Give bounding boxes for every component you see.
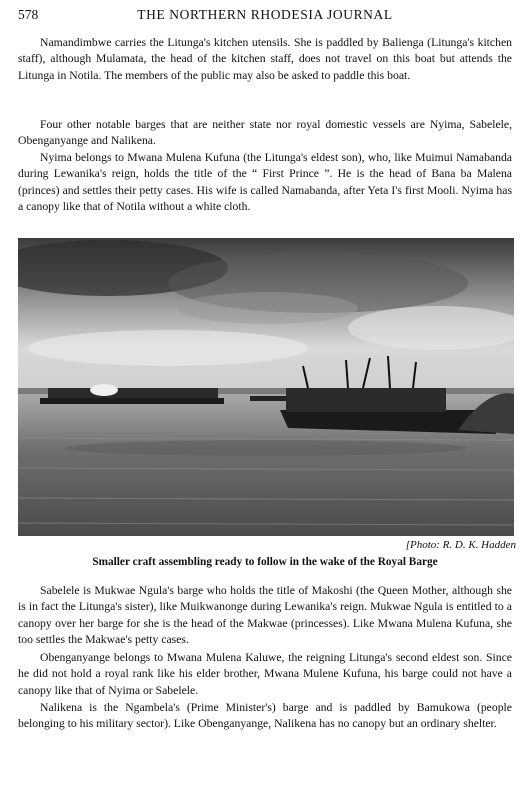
- journal-title: THE NORTHERN RHODESIA JOURNAL: [137, 7, 393, 22]
- boat-reflection: [66, 440, 466, 456]
- paragraph-nyima: Nyima belongs to Mwana Mulena Kufuna (the Litunga's eldest son), who, like Muimui Namabanda during Lewanika's reign, holds the title of the “ First Prince ”. He is the head of Bana ba Malena (princes) and settles their petty cases. His wife is called Namabanda, after Yeta I's first Mooli. Nyima has a canopy like that of Notila without a white cloth.: [18, 151, 512, 213]
- boats-photo-image: [18, 238, 514, 536]
- page-number: 578: [18, 7, 39, 22]
- page-header: [18, 7, 512, 25]
- paragraph-sabelele: Sabelele is Mukwae Ngula's barge who holds the title of Makoshi (the Queen Mother, although she is in fact the Litunga's sister), like Muikwanonge during Lewanika's reign. Mukwae Ngula is entitled to a canopy over her barge for she is the head of the Makwae (princesses). Like Mwana Mulena Kufuna, she too settles the Makwae's petty cases.: [18, 584, 512, 646]
- paragraph-nalikena: Nalikena is the Ngambela's (Prime Minister's) barge and is paddled by Bamukowa (people belonging to his military sector). Like Obenganyange, Nalikena has no canopy but an ordinary shelter.: [18, 701, 512, 731]
- photo-caption: Smaller craft assembling ready to follow in the wake of the Royal Barge: [92, 556, 438, 568]
- small-boat: [250, 396, 288, 401]
- photograph-boats: [18, 238, 514, 536]
- paragraph-obenganyange: Obenganyange belongs to Mwana Mulena Kaluwe, the reigning Litunga's second eldest son. Since he did not hold a royal rank like his elder brother, Mwana Mulene Kufuna, his barge could not have a canopy like that of Nyima or Sabelele.: [18, 651, 512, 697]
- paragraph-namandimbwe: Namandimbwe carries the Litunga's kitchen utensils. She is paddled by Balienga (Litunga's kitchen staff), although Mulamata, the head of the kitchen staff, does not travel on this boat but attends the Litunga in Notila. The members of the public may also be asked to paddle this boat.: [18, 36, 512, 82]
- photo-credit: [Photo: R. D. K. Hadden: [405, 539, 516, 551]
- paragraph-notable-barges: Four other notable barges that are neither state nor royal domestic vessels are Nyima, Sabelele, Obenganyange and Nalikena.: [18, 118, 512, 148]
